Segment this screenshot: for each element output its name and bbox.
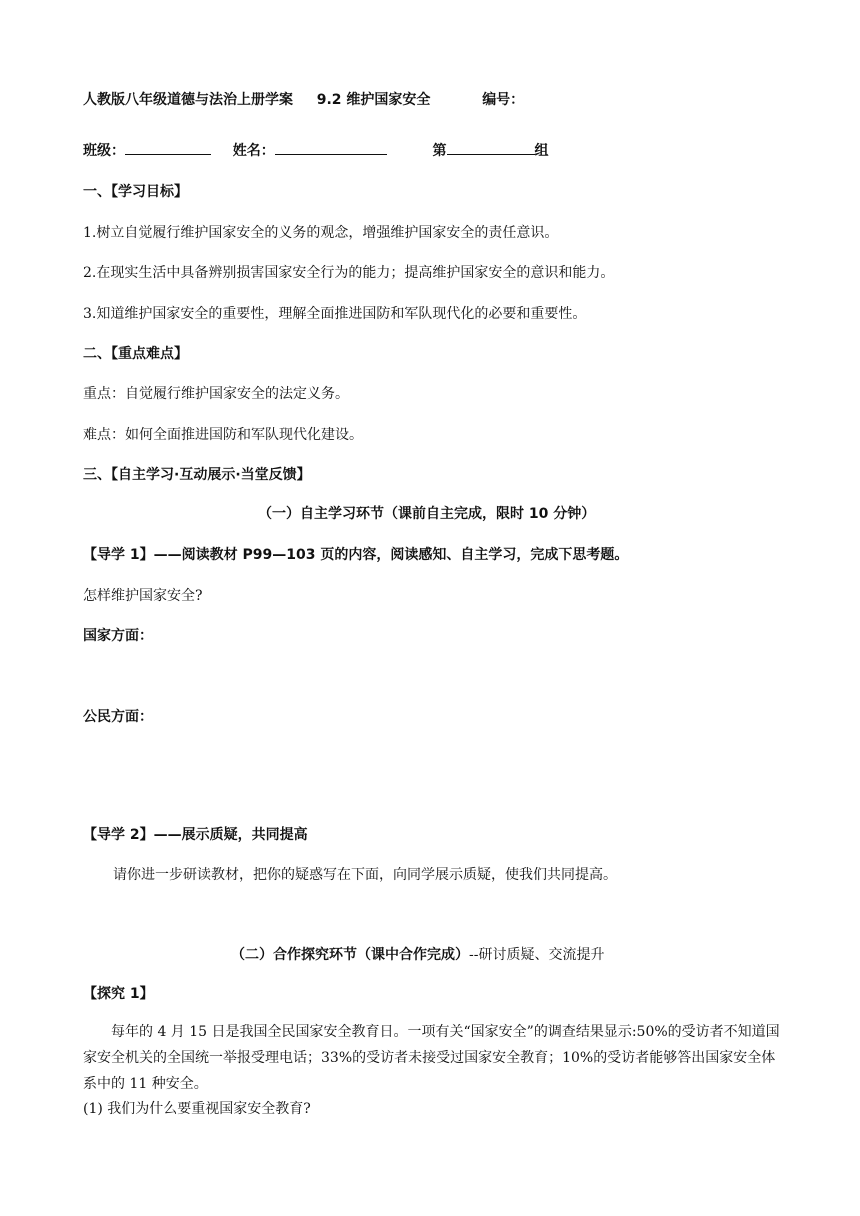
document-header xyxy=(83,91,524,109)
guide1-label: 【导学 1】——阅读教材 P99—103 页的内容，阅读感知、自主学习，完成下思考题。 xyxy=(83,547,629,563)
part1-title: （一）自主学习环节（课前自主完成，限时 10 分钟） xyxy=(258,506,596,522)
part2-title xyxy=(231,946,604,964)
student-info-row xyxy=(83,139,549,160)
group-blank[interactable] xyxy=(447,139,535,155)
objective-item: 2.在现实生活中具备辨别损害国家安全行为的能力；提高维护国家安全的意识和能力。 xyxy=(83,265,615,281)
guide1-question: 怎样维护国家安全? xyxy=(83,588,203,604)
group-suffix: 组 xyxy=(534,143,549,159)
name-label: 姓名： xyxy=(232,143,275,159)
section3-heading: 三、【自主学习·互动展示·当堂反馈】 xyxy=(83,467,311,483)
difficulty-point: 难点：如何全面推进国防和军队现代化建设。 xyxy=(83,427,363,443)
class-blank[interactable] xyxy=(125,139,211,155)
doc-title: 人教版八年级道德与法治上册学案 xyxy=(83,92,293,108)
group-prefix: 第 xyxy=(432,143,447,159)
guide2-text: 请你进一步研读教材，把你的疑惑写在下面，向同学展示质疑，使我们共同提高。 xyxy=(113,867,617,883)
guide2-label: 【导学 2】——展示质疑，共同提高 xyxy=(83,827,308,843)
part2-title-sub: --研讨质疑、交流提升 xyxy=(469,947,605,963)
citizen-label: 公民方面： xyxy=(83,709,153,725)
lesson-title: 9.2 维护国家安全 xyxy=(316,92,431,108)
objective-item: 1.树立自觉履行维护国家安全的义务的观念，增强维护国家安全的责任意识。 xyxy=(83,225,559,241)
class-label: 班级： xyxy=(83,143,125,159)
explore1-label: 【探究 1】 xyxy=(83,986,154,1002)
section1-heading: 一、【学习目标】 xyxy=(83,184,188,200)
objective-item: 3.知道维护国家安全的重要性，理解全面推进国防和军队现代化的必要和重要性。 xyxy=(83,306,587,322)
name-blank[interactable] xyxy=(275,139,387,155)
part2-title-main: （二）合作探究环节（课中合作完成） xyxy=(231,947,469,963)
explore1-text: 每年的 4 月 15 日是我国全民国家安全教育日。一项有关“国家安全”的调查结果显示:50%的受访者不知道国家安全机关的全国统一举报受理电话；33%的受访者未接受过国家安全教育；10%的受访者能够答出国家安全体系中的 11 种安全。 xyxy=(83,1024,780,1092)
country-label: 国家方面： xyxy=(83,628,153,644)
explore1-question: (1) 我们为什么要重视国家安全教育? xyxy=(83,1101,311,1117)
key-point: 重点：自觉履行维护国家安全的法定义务。 xyxy=(83,386,349,402)
section2-heading: 二、【重点难点】 xyxy=(83,346,188,362)
number-label: 编号： xyxy=(482,92,525,108)
